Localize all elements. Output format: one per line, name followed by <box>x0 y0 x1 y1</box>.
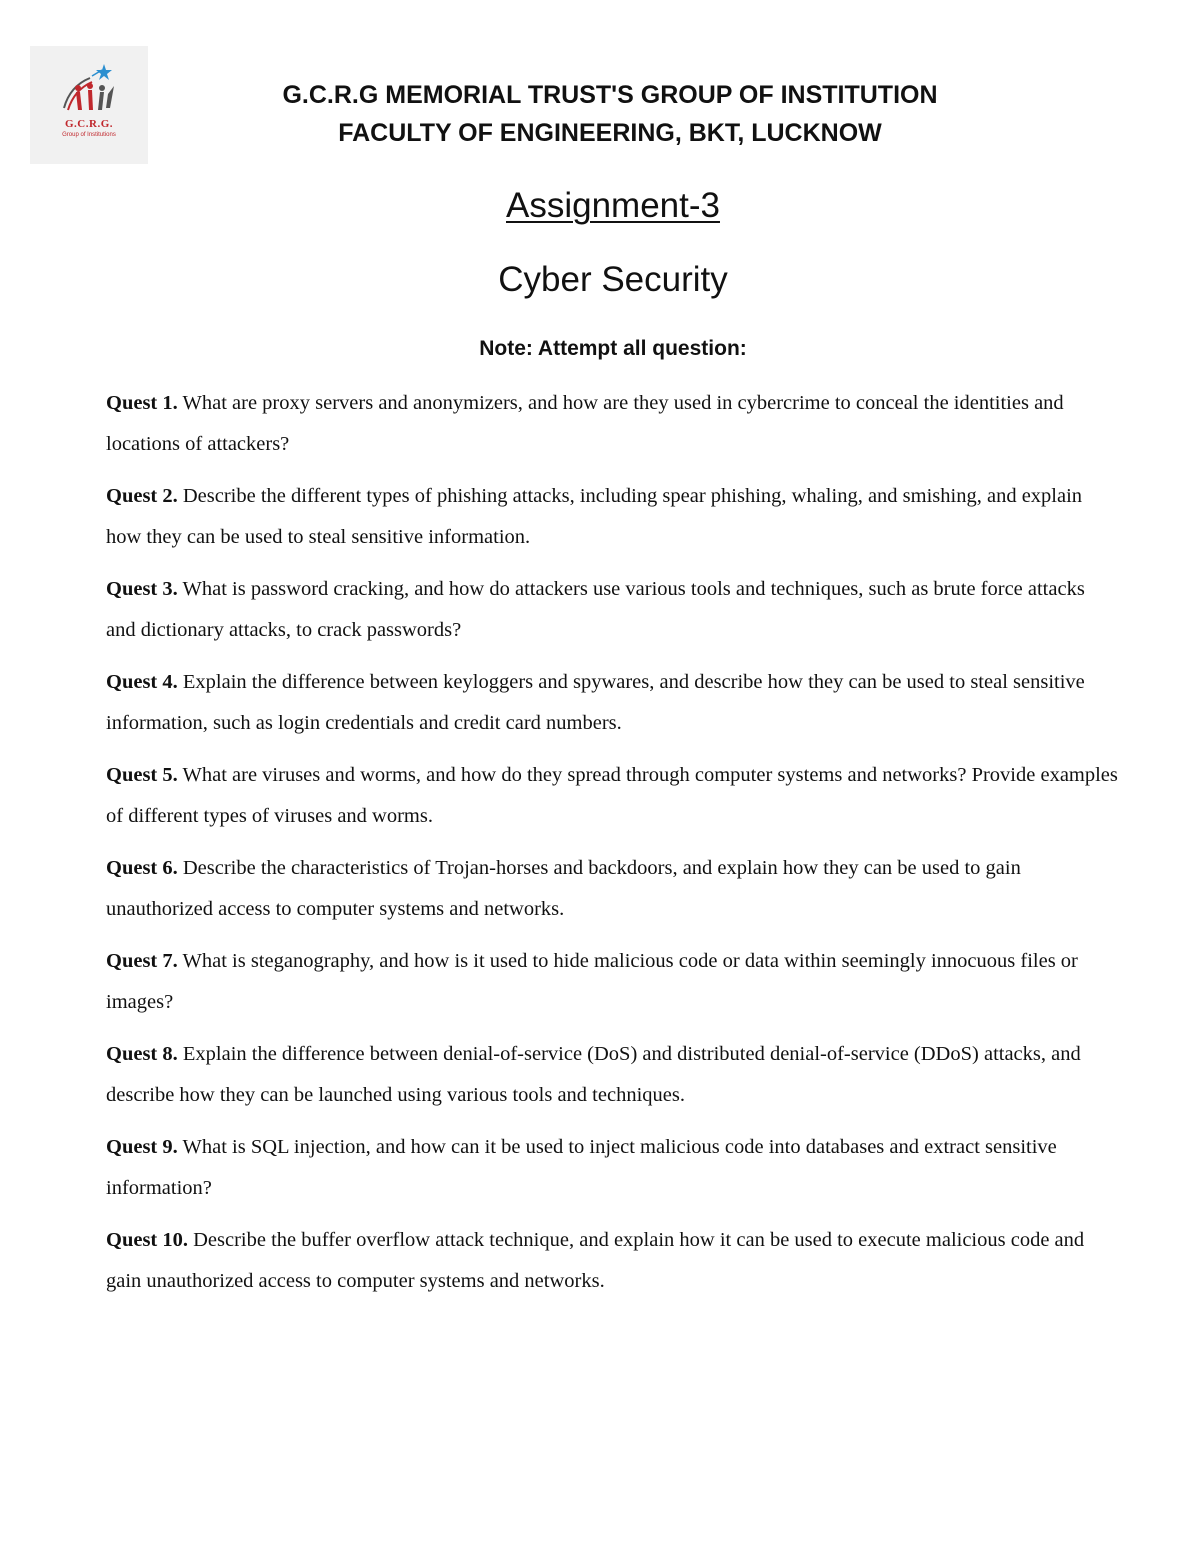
question-item <box>106 941 1118 1023</box>
question-label: Quest 5. <box>106 764 178 786</box>
question-item <box>106 848 1118 930</box>
assignment-title-text: Assignment-3 <box>506 186 720 225</box>
question-item <box>106 1034 1118 1116</box>
question-text: What is steganography, and how is it used to hide malicious code or data within seemingly innocuous files or images? <box>106 950 1078 1013</box>
logo-emblem-icon <box>30 46 148 164</box>
institution-logo <box>30 46 148 164</box>
question-text: Explain the difference between keyloggers and spywares, and describe how they can be used to steal sensitive information, such as login credentials and credit card numbers. <box>106 671 1085 734</box>
question-item <box>106 662 1118 744</box>
question-text: Explain the difference between denial-of-service (DoS) and distributed denial-of-service (DDoS) attacks, and describe how they can be launched using various tools and techniques. <box>106 1043 1081 1106</box>
question-text: What is password cracking, and how do attackers use various tools and techniques, such as brute force attacks and dictionary attacks, to crack passwords? <box>106 578 1085 641</box>
question-item <box>106 1127 1118 1209</box>
question-label: Quest 10. <box>106 1229 188 1251</box>
subject-title: Cyber Security <box>498 260 728 299</box>
question-label: Quest 4. <box>106 671 178 693</box>
question-label: Quest 8. <box>106 1043 178 1065</box>
question-text: What is SQL injection, and how can it be used to inject malicious code into databases and extract sensitive information? <box>106 1136 1057 1199</box>
question-list <box>106 383 1118 1313</box>
question-text: Describe the buffer overflow attack technique, and explain how it can be used to execute malicious code and gain unauthorized access to computer systems and networks. <box>106 1229 1085 1292</box>
faculty-name: FACULTY OF ENGINEERING, BKT, LUCKNOW <box>338 119 882 147</box>
instruction-note: Note: Attempt all question: <box>479 337 747 360</box>
question-label: Quest 6. <box>106 857 178 879</box>
question-item <box>106 1220 1118 1302</box>
question-text: What are viruses and worms, and how do they spread through computer systems and networks? Provide examples of different types of viruses and worms. <box>106 764 1118 827</box>
institution-header <box>200 76 1020 152</box>
question-item <box>106 569 1118 651</box>
question-label: Quest 7. <box>106 950 178 972</box>
question-label: Quest 1. <box>106 392 178 414</box>
assignment-title <box>200 184 1026 228</box>
question-text: What are proxy servers and anonymizers, and how are they used in cybercrime to conceal the identities and locations of attackers? <box>106 392 1064 455</box>
question-text: Describe the different types of phishing attacks, including spear phishing, whaling, and smishing, and explain how they can be used to steal sensitive information. <box>106 485 1083 548</box>
question-item <box>106 755 1118 837</box>
question-label: Quest 3. <box>106 578 178 600</box>
institution-name: G.C.R.G MEMORIAL TRUST'S GROUP OF INSTITUTION <box>282 81 938 109</box>
question-text: Describe the characteristics of Trojan-horses and backdoors, and explain how they can be used to gain unauthorized access to computer systems and networks. <box>106 857 1021 920</box>
logo-tagline: Group of Institutions <box>62 132 116 138</box>
question-label: Quest 2. <box>106 485 178 507</box>
question-item <box>106 383 1118 465</box>
question-label: Quest 9. <box>106 1136 178 1158</box>
logo-name: G.C.R.G. <box>65 118 113 130</box>
question-item <box>106 476 1118 558</box>
